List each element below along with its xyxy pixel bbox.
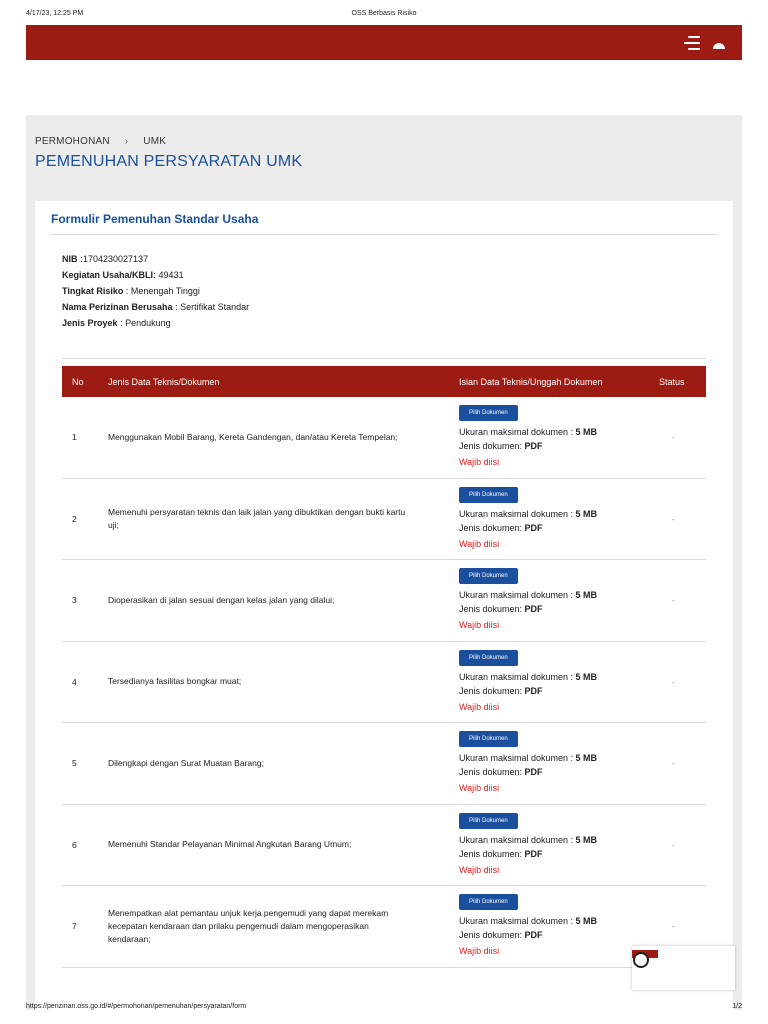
row-description: Tersedianya fasilitas bongkar muat; (108, 676, 242, 687)
pilih-dokumen-button[interactable]: Pilih Dokumen (459, 650, 518, 666)
row-number: 6 (72, 839, 77, 850)
required-text: Wajib diisi (459, 946, 500, 956)
row-number: 3 (72, 595, 77, 606)
header-isian: Isian Data Teknis/Unggah Dokumen (459, 377, 603, 387)
table-header (62, 366, 706, 397)
required-text: Wajib diisi (459, 864, 500, 875)
requirements-table (62, 366, 706, 968)
table-row (62, 642, 706, 724)
perizinan-label: Nama Perizinan Berusaha (62, 302, 173, 312)
doc-type-label: Jenis dokumen: (459, 930, 525, 940)
table-row (62, 723, 706, 805)
header-jenis: Jenis Data Teknis/Dokumen (108, 377, 220, 387)
kegiatan-label: Kegiatan Usaha/KBLI: (62, 270, 157, 280)
info-perizinan (62, 299, 249, 315)
breadcrumb-permohonan[interactable]: PERMOHONAN (35, 136, 110, 147)
divider (62, 358, 706, 359)
page-title: PEMENUHAN PERSYARATAN UMK (35, 153, 303, 170)
max-size-label: Ukuran maksimal dokumen : (459, 590, 576, 600)
doc-type-value: PDF (524, 685, 543, 696)
chevron-right-icon: › (124, 136, 129, 147)
doc-type-info (459, 928, 659, 942)
upload-cell (459, 894, 659, 956)
chat-widget (632, 946, 735, 990)
row-status: - (672, 595, 675, 606)
row-number: 7 (72, 921, 77, 932)
row-description: Dilengkapi dengan Surat Muatan Barang; (108, 757, 264, 768)
print-date: 4/17/23, 12:25 PM (26, 10, 84, 17)
required-text: Wajib diisi (459, 538, 500, 549)
upload-cell (459, 405, 659, 467)
max-size-info (459, 833, 659, 847)
max-size-label: Ukuran maksimal dokumen : (459, 916, 576, 926)
table-row (62, 886, 706, 968)
doc-type-label: Jenis dokumen: (459, 848, 525, 859)
kegiatan-value: 49431 (158, 270, 184, 280)
doc-type-info (459, 602, 659, 616)
divider (51, 234, 717, 235)
form-title: Formulir Pemenuhan Standar Usaha (51, 212, 259, 226)
row-description: Dioperasikan di jalan sesuai dengan kelas jalan yang dilalui; (108, 594, 335, 605)
table-row (62, 560, 706, 642)
proyek-label: Jenis Proyek (62, 318, 118, 328)
upload-cell (459, 650, 659, 712)
doc-type-value: PDF (524, 604, 543, 614)
row-description: Memenuhi Standar Pelayanan Minimal Angkutan Barang Umum; (108, 839, 352, 850)
nib-value: 1704230027137 (83, 254, 149, 264)
row-status: - (672, 921, 675, 932)
required-text: Wajib diisi (459, 701, 500, 712)
row-status: - (672, 432, 675, 443)
chat-toggle-icon[interactable] (632, 950, 658, 970)
doc-type-label: Jenis dokumen: (459, 685, 525, 696)
max-size-label: Ukuran maksimal dokumen : (459, 834, 576, 845)
print-url: https://perizinan.oss.go.id/#/permohonan/pemenuhan/persyaratan/form (26, 1003, 247, 1010)
row-status: - (672, 758, 675, 769)
table-body (62, 397, 706, 968)
info-risiko (62, 283, 249, 299)
doc-type-label: Jenis dokumen: (459, 604, 525, 614)
max-size-info (459, 588, 659, 602)
row-status: - (672, 513, 675, 524)
max-size-value: 5 MB (575, 671, 598, 682)
main-content (26, 115, 742, 1010)
row-status: - (672, 839, 675, 850)
doc-type-label: Jenis dokumen: (459, 441, 525, 451)
max-size-value: 5 MB (575, 753, 598, 763)
table-row (62, 397, 706, 479)
required-text: Wajib diisi (459, 457, 500, 467)
pilih-dokumen-button[interactable]: Pilih Dokumen (459, 405, 518, 421)
upload-cell (459, 731, 659, 793)
info-nib (62, 251, 249, 267)
user-icon[interactable] (712, 39, 726, 49)
doc-type-info (459, 847, 659, 861)
pilih-dokumen-button[interactable]: Pilih Dokumen (459, 731, 518, 747)
max-size-label: Ukuran maksimal dokumen : (459, 671, 576, 682)
max-size-value: 5 MB (575, 427, 598, 437)
form-card (35, 201, 733, 1010)
pilih-dokumen-button[interactable]: Pilih Dokumen (459, 813, 518, 829)
max-size-info (459, 425, 659, 439)
upload-cell (459, 813, 659, 875)
pilih-dokumen-button[interactable]: Pilih Dokumen (459, 487, 518, 503)
row-number: 4 (72, 676, 77, 687)
row-number: 1 (72, 432, 77, 443)
row-description: Menggunakan Mobil Barang, Kereta Gandengan, dan/atau Kereta Tempelan; (108, 431, 398, 442)
max-size-value: 5 MB (575, 834, 598, 845)
doc-type-label: Jenis dokumen: (459, 522, 525, 533)
header-status: Status (659, 377, 685, 387)
breadcrumb (35, 136, 166, 147)
nib-label: NIB : (62, 254, 83, 264)
hamburger-menu-icon[interactable] (682, 36, 700, 50)
max-size-value: 5 MB (575, 590, 598, 600)
doc-type-info (459, 684, 659, 698)
pilih-dokumen-button[interactable]: Pilih Dokumen (459, 568, 518, 584)
info-kegiatan (62, 267, 249, 283)
risiko-label: Tingkat Risiko (62, 286, 124, 296)
doc-type-value: PDF (524, 767, 543, 777)
breadcrumb-umk[interactable]: UMK (143, 136, 167, 147)
max-size-label: Ukuran maksimal dokumen : (459, 427, 576, 437)
pilih-dokumen-button[interactable]: Pilih Dokumen (459, 894, 518, 910)
upload-cell (459, 487, 659, 549)
doc-type-value: PDF (524, 522, 543, 533)
proyek-value: : Pendukung (120, 318, 171, 328)
max-size-label: Ukuran maksimal dokumen : (459, 753, 576, 763)
doc-type-info (459, 521, 659, 535)
doc-type-value: PDF (524, 441, 543, 451)
header-no: No (72, 377, 84, 387)
required-text: Wajib diisi (459, 620, 500, 630)
row-description: Menempatkan alat pemantau unjuk kerja pengemudi yang dapat merekam kecepatan kendaraan dan prilaku pengemudi dalam mengoperasikan kendaraan; (108, 907, 389, 944)
print-header (26, 10, 742, 22)
print-page-number: 1/2 (732, 1003, 742, 1010)
print-footer (26, 1003, 742, 1010)
upload-cell (459, 568, 659, 630)
doc-type-label: Jenis dokumen: (459, 767, 525, 777)
row-description: Memenuhi persyaratan teknis dan laik jalan yang dibuktikan dengan bukti kartu uji; (108, 506, 406, 530)
print-title: OSS Berbasis Risiko (351, 10, 417, 17)
max-size-value: 5 MB (575, 508, 598, 519)
max-size-info (459, 914, 659, 928)
row-status: - (672, 676, 675, 687)
max-size-value: 5 MB (575, 916, 598, 926)
required-text: Wajib diisi (459, 783, 500, 793)
row-number: 5 (72, 758, 77, 769)
business-info (62, 251, 249, 331)
table-row (62, 479, 706, 561)
info-proyek (62, 315, 249, 331)
max-size-info (459, 507, 659, 521)
row-number: 2 (72, 513, 77, 524)
risiko-value: : Menengah Tinggi (125, 286, 200, 296)
doc-type-info (459, 765, 659, 779)
doc-type-info (459, 439, 659, 453)
doc-type-value: PDF (524, 848, 543, 859)
max-size-label: Ukuran maksimal dokumen : (459, 508, 576, 519)
perizinan-value: : Sertifikat Standar (175, 302, 250, 312)
table-row (62, 805, 706, 887)
top-navbar (26, 25, 742, 60)
max-size-info (459, 670, 659, 684)
doc-type-value: PDF (524, 930, 543, 940)
max-size-info (459, 751, 659, 765)
